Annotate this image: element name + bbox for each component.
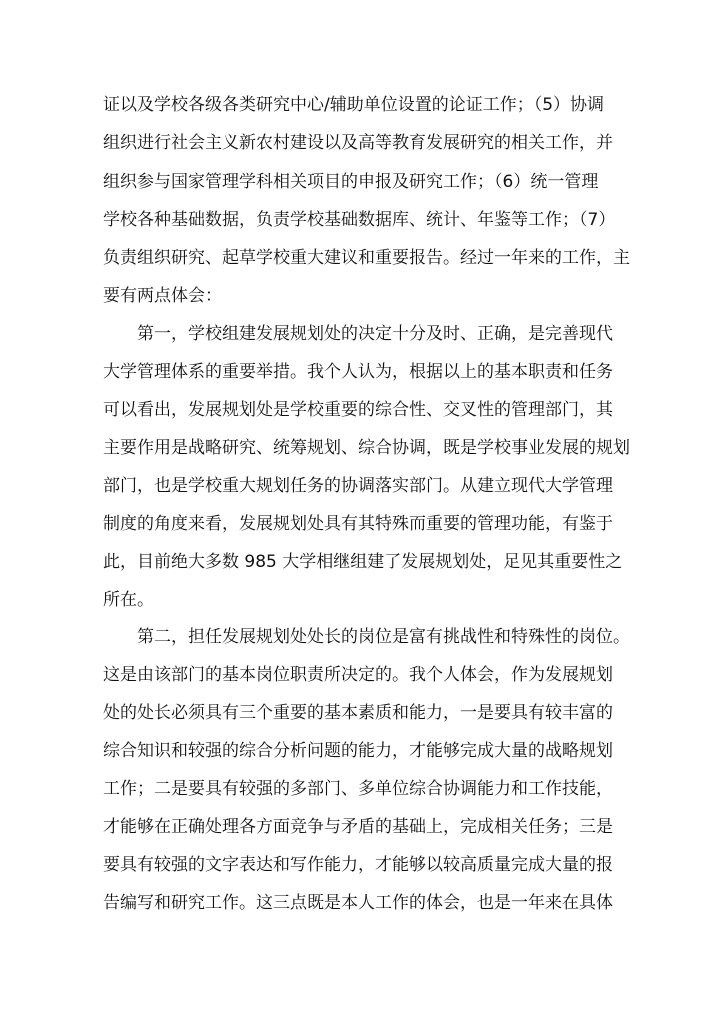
text-line: 才能够在正确处理各方面竞争与矛盾的基础上，完成相关任务；三是 [103, 817, 613, 837]
text-line: 此，目前绝大多数 985 大学相继组建了发展规划处，足见其重要性之 [103, 552, 623, 572]
text-line: 制度的角度来看，发展规划处具有其特殊而重要的管理功能，有鉴于 [103, 514, 613, 534]
paragraph-first-line: 第二，担任发展规划处处长的岗位是富有挑战性和特殊性的岗位。 [137, 627, 630, 647]
text-line: 可以看出，发展规划处是学校重要的综合性、交叉性的管理部门，其 [103, 400, 613, 420]
text-line: 组织参与国家管理学科相关项目的申报及研究工作；（6）统一管理 [103, 172, 599, 192]
text-line: 要具有较强的文字表达和写作能力，才能够以较高质量完成大量的报 [103, 855, 613, 875]
text-line: 部门，也是学校重大规划任务的协调落实部门。从建立现代大学管理 [103, 476, 613, 496]
text-line: 学校各种基础数据，负责学校基础数据库、统计、年鉴等工作；（7） [103, 210, 616, 230]
text-line: 工作；二是要具有较强的多部门、多单位综合协调能力和工作技能， [103, 779, 613, 799]
text-line: 告编写和研究工作。这三点既是本人工作的体会，也是一年来在具体 [103, 893, 613, 913]
text-line: 负责组织研究、起草学校重大建议和重要报告。经过一年来的工作，主 [103, 248, 630, 268]
text-line: 所在。 [103, 590, 154, 610]
text-line: 综合知识和较强的综合分析问题的能力，才能够完成大量的战略规划 [103, 741, 613, 761]
text-line: 大学管理体系的重要举措。我个人认为，根据以上的基本职责和任务 [103, 362, 613, 382]
text-line: 组织进行社会主义新农村建设以及高等教育发展研究的相关工作，并 [103, 133, 613, 153]
text-line: 要有两点体会： [103, 286, 222, 306]
text-line: 处的处长必须具有三个重要的基本素质和能力，一是要具有较丰富的 [103, 703, 613, 723]
text-line: 证以及学校各级各类研究中心/辅助单位设置的论证工作；（5）协调 [103, 95, 605, 115]
text-line: 主要作用是战略研究、统筹规划、综合协调，既是学校事业发展的规划 [103, 438, 630, 458]
text-line: 这是由该部门的基本岗位职责所决定的。我个人体会，作为发展规划 [103, 665, 613, 685]
paragraph-first-line: 第一，学校组建发展规划处的决定十分及时、正确，是完善现代 [137, 324, 613, 344]
